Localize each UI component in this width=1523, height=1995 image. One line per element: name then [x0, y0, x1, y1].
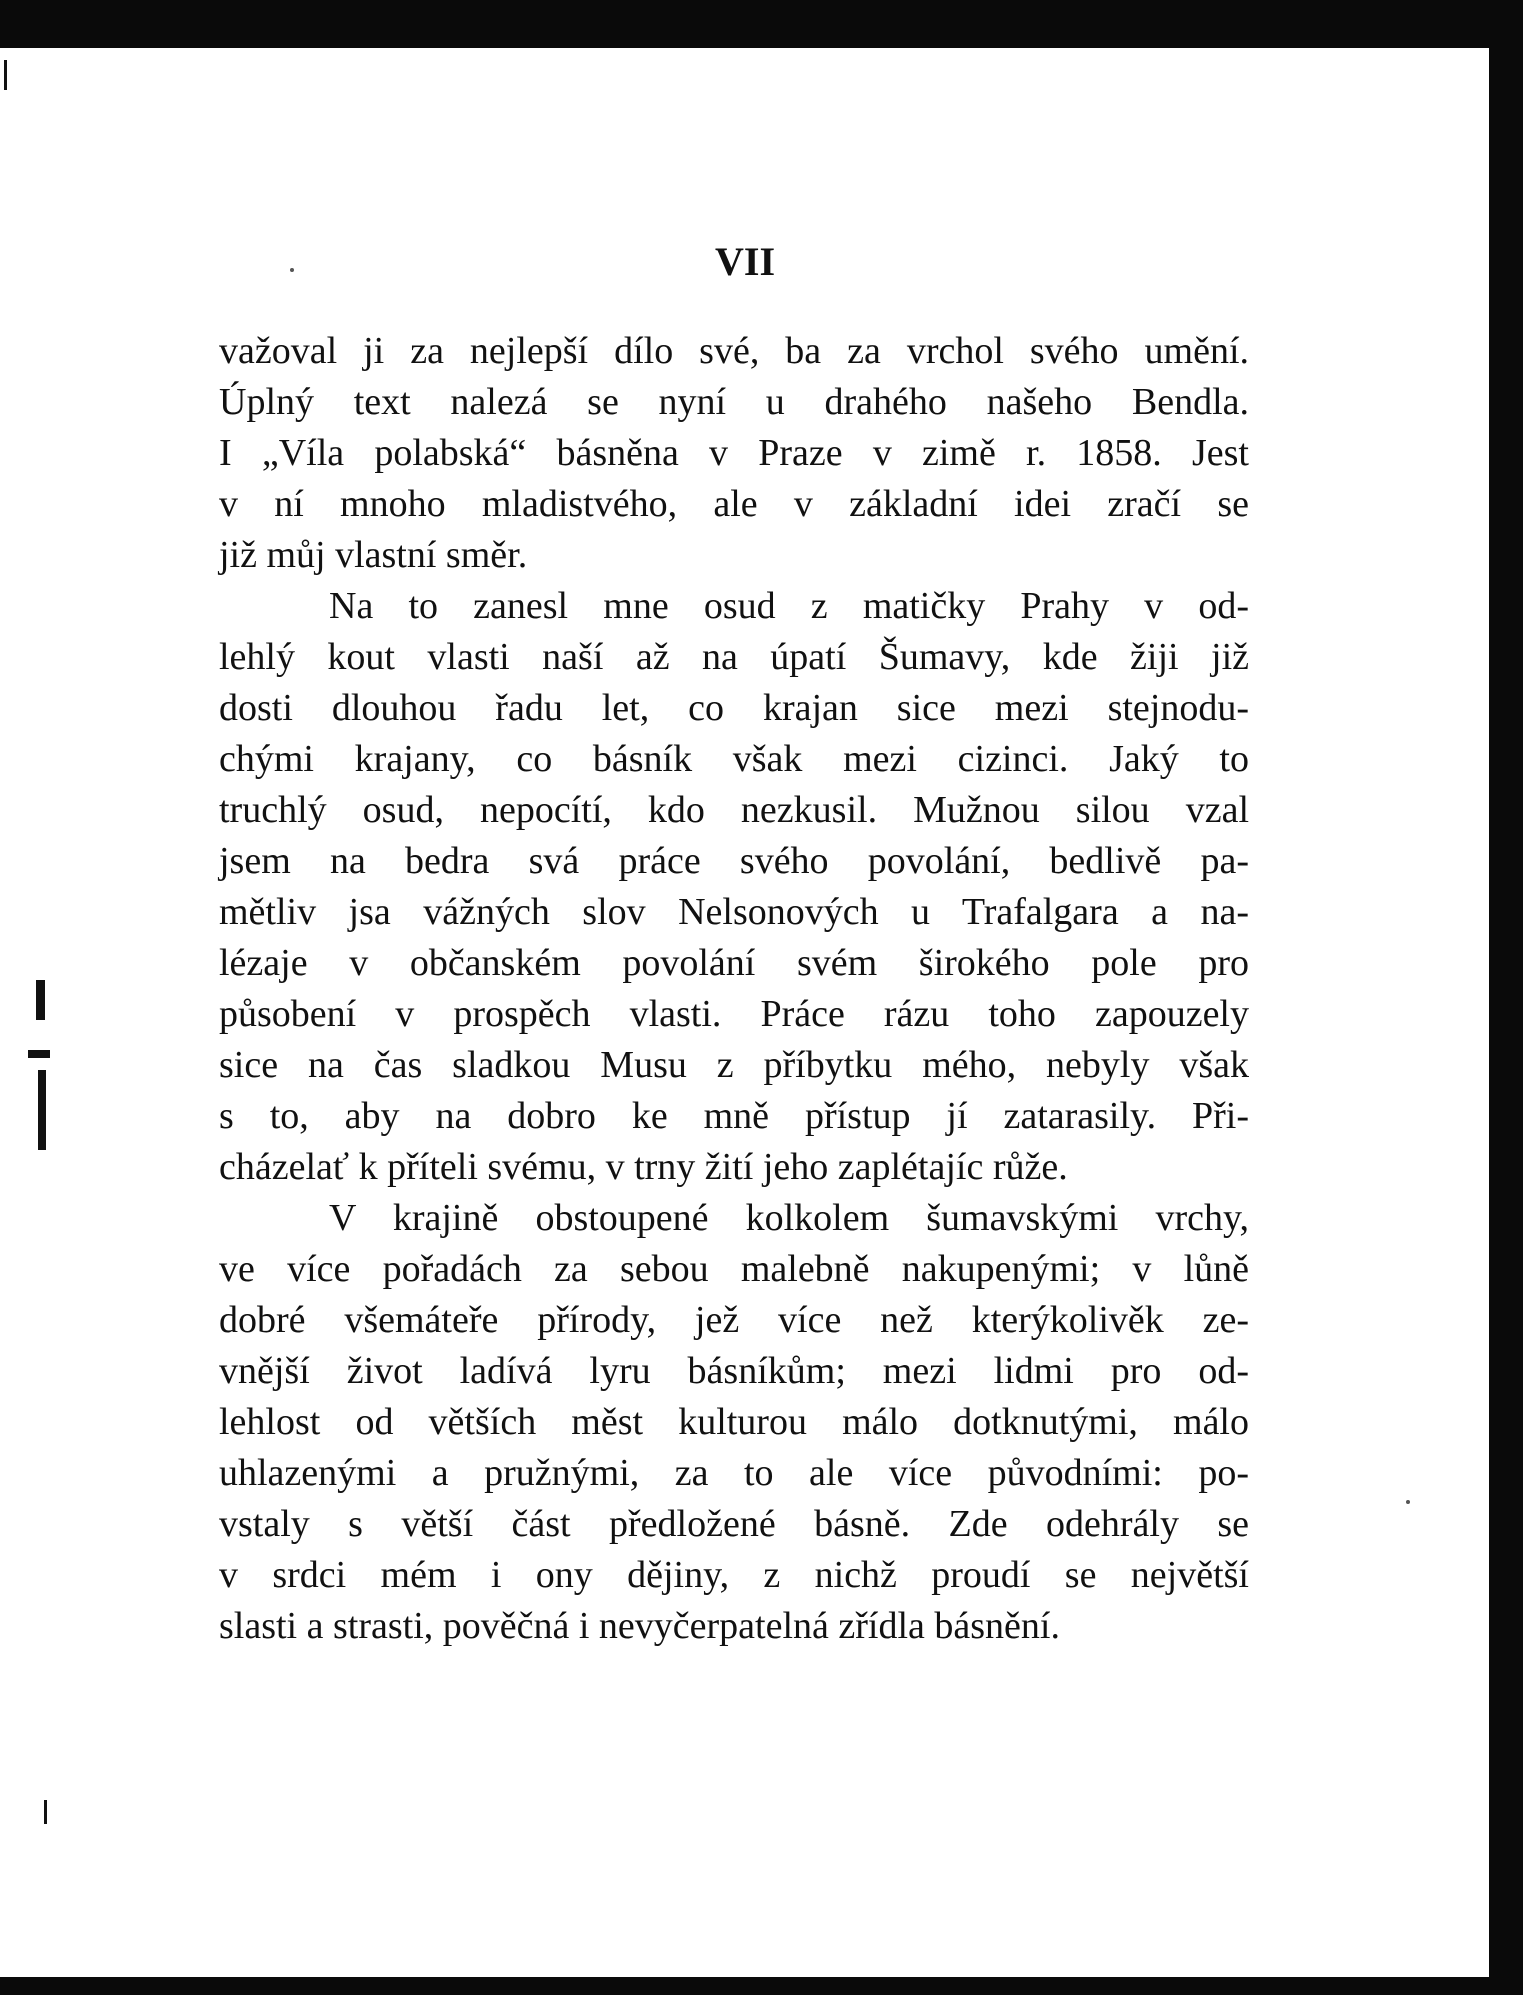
text-line: lehlý kout vlasti naší až na úpatí Šumavy, kde žiji již	[219, 636, 1249, 678]
text-line: slasti a strasti, pověčná i nevyčerpatelná zřídla básnění.	[219, 1605, 1060, 1647]
text-line: uhlazenými a pružnými, za to ale více původními: po-	[219, 1452, 1249, 1494]
text-line: s to, aby na dobro ke mně přístup jí zatarasily. Při-	[219, 1095, 1249, 1137]
text-line: vnější život ladívá lyru básníkům; mezi lidmi pro od-	[219, 1350, 1249, 1392]
text-line: působení v prospěch vlasti. Práce rázu toho zapouzely	[219, 993, 1249, 1035]
text-line: lehlost od větších měst kulturou málo dotknutými, málo	[219, 1401, 1249, 1443]
text-line: sice na čas sladkou Musu z příbytku mého, nebyly však	[219, 1044, 1249, 1086]
scan-border-bottom	[0, 1977, 1523, 1995]
text-line: I „Víla polabská“ básněna v Praze v zimě r. 1858. Jest	[219, 432, 1249, 474]
binding-mark	[4, 60, 7, 90]
binding-mark	[36, 980, 45, 1020]
text-line: cházelať k příteli svému, v trny žití jeho zaplétajíc růže.	[219, 1146, 1068, 1188]
binding-mark	[38, 1070, 46, 1150]
text-line: Na to zanesl mne osud z matičky Prahy v od-	[329, 585, 1249, 627]
binding-mark	[44, 1800, 47, 1824]
text-line: lézaje v občanském povolání svém širokého pole pro	[219, 942, 1249, 984]
text-line: V krajině obstoupené kolkolem šumavskými vrchy,	[329, 1197, 1249, 1239]
page-number: VII	[714, 239, 776, 284]
text-line: važoval ji za nejlepší dílo své, ba za vrchol svého umění.	[219, 330, 1249, 372]
text-line: již můj vlastní směr.	[219, 534, 528, 576]
text-line: mětliv jsa vážných slov Nelsonových u Trafalgara a na-	[219, 891, 1249, 933]
binding-mark	[28, 1050, 50, 1058]
text-line: Úplný text nalezá se nyní u drahého našeho Bendla.	[219, 381, 1249, 423]
text-line: v srdci mém i ony dějiny, z nichž proudí se největší	[219, 1554, 1249, 1596]
text-line: truchlý osud, nepocítí, kdo nezkusil. Mužnou silou vzal	[219, 789, 1249, 831]
text-line: v ní mnoho mladistvého, ale v základní idei zračí se	[219, 483, 1249, 525]
text-line: chými krajany, co básník však mezi cizinci. Jaký to	[219, 738, 1249, 780]
text-line: ve více pořadách za sebou malebně nakupenými; v lůně	[219, 1248, 1249, 1290]
speck	[1406, 1500, 1410, 1504]
scan-border-right	[1489, 0, 1523, 1995]
text-line: dobré všemáteře přírody, jež více než kterýkolivěk ze-	[219, 1299, 1249, 1341]
scan-border-top	[0, 0, 1523, 48]
speck	[290, 268, 294, 272]
body-text	[219, 326, 1249, 1652]
text-line: jsem na bedra svá práce svého povolání, bedlivě pa-	[219, 840, 1249, 882]
text-line: vstaly s větší část předložené básně. Zde odehrály se	[219, 1503, 1249, 1545]
text-line: dosti dlouhou řadu let, co krajan sice mezi stejnodu-	[219, 687, 1249, 729]
